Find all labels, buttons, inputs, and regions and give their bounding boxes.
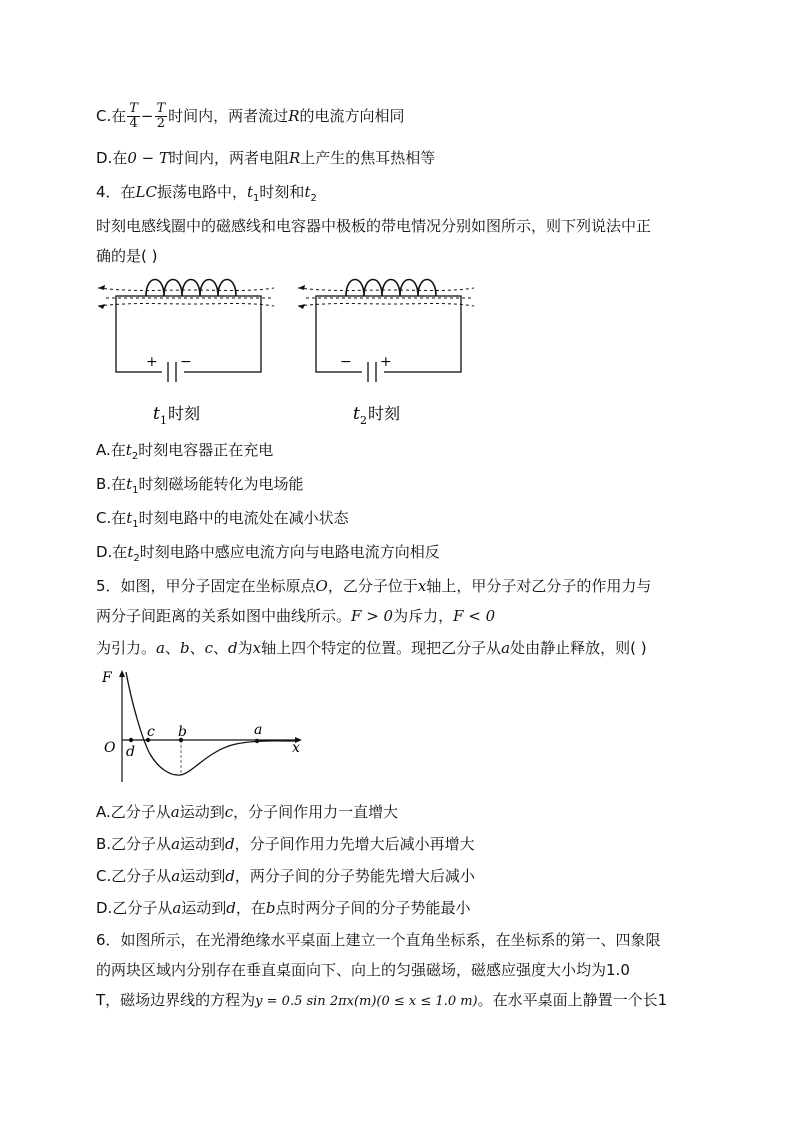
graph-c-label: c — [147, 724, 155, 740]
lc-circuit-figure — [96, 274, 476, 434]
q6-stem-line3: T，磁场边界线的方程为y = 0.5 sin 2πx(m)(0 ≤ x ≤ 1.0 m)。在水平桌面上静置一个长1 — [96, 991, 668, 1009]
q5-stem-line1: 5．如图，甲分子固定在坐标原点O，乙分子位于x轴上，甲分子对乙分子的作用力与 — [96, 577, 652, 595]
prev-option-c: C.在 $\frac{T}{4}$ − $\frac{T}{2}$ 时间内，两者流过R的电流方向相同 — [96, 101, 405, 131]
left-caption-t: t — [153, 404, 160, 424]
arrow-icon — [98, 285, 105, 290]
q5-option-d: D.乙分子从a运动到d，在b点时两分子间的分子势能最小 — [96, 899, 471, 917]
q5-option-b: B.乙分子从a运动到d，分子间作用力先增大后减小再增大 — [96, 835, 475, 853]
q5-option-c: C.乙分子从a运动到d，两分子间的分子势能先增大后减小 — [96, 867, 475, 885]
right-caption-sub: 2 — [360, 414, 367, 427]
fraction-t-over-2: $\frac{T}{2}$ — [156, 101, 166, 131]
arrow-icon — [298, 285, 305, 290]
q4-stem-line1: 4．在LC振荡电路中，$t_1$时刻和$t_2$ — [96, 183, 317, 204]
graph-x-label: x — [292, 740, 300, 756]
q4-option-a: A.在$t_2$时刻电容器正在充电 — [96, 441, 274, 462]
arrow-icon — [298, 304, 305, 309]
right-plus-label: + — [380, 354, 392, 370]
q4-option-b: B.在$t_1$时刻磁场能转化为电场能 — [96, 475, 304, 496]
q5-stem-line3: 为引力。a、b、c、d为x轴上四个特定的位置。现把乙分子从a处由静止释放，则( ) — [96, 639, 647, 657]
arrow-icon — [98, 304, 105, 309]
right-caption-t: t — [353, 404, 360, 424]
left-minus-label: − — [180, 354, 192, 370]
q4-stem-line3: 确的是( ) — [96, 247, 158, 265]
q6-stem-line1: 6．如图所示，在光滑绝缘水平桌面上建立一个直角坐标系，在坐标系的第一、四象限 — [96, 931, 661, 949]
point-a — [255, 739, 259, 743]
graph-f-label: F — [102, 670, 112, 686]
right-caption-text: 时刻 — [368, 404, 401, 423]
graph-b-label: b — [178, 724, 187, 740]
point-d — [129, 738, 133, 742]
left-caption-sub: 1 — [160, 414, 167, 427]
molecular-force-graph — [96, 664, 308, 790]
right-minus-label: − — [340, 354, 352, 370]
arrow-icon — [119, 670, 125, 677]
q4-option-c: C.在$t_1$时刻电路中的电流处在减小状态 — [96, 509, 349, 530]
prev-option-d: D.在0 − T时间内，两者电阻R上产生的焦耳热相等 — [96, 149, 436, 167]
left-plus-label: + — [146, 354, 158, 370]
graph-d-label: d — [126, 744, 135, 760]
fraction-t-over-4: $\frac{T}{4}$ — [129, 101, 138, 131]
q4-stem-line2: 时刻电感线圈中的磁感线和电容器中极板的带电情况分别如图所示，则下列说法中正 — [96, 217, 652, 235]
q5-stem-line2: 两分子间距离的关系如图中曲线所示。F > 0为斥力，F < 0 — [96, 607, 496, 625]
left-caption-text: 时刻 — [168, 404, 201, 423]
q5-option-a: A.乙分子从a运动到c，分子间作用力一直增大 — [96, 803, 399, 821]
q6-stem-line2: 的两块区域内分别存在垂直桌面向下、向上的匀强磁场，磁感应强度大小均为1.0 — [96, 961, 630, 979]
graph-a-label: a — [254, 722, 263, 738]
q4-option-d: D.在$t_2$时刻电路中感应电流方向与电路电流方向相反 — [96, 543, 440, 564]
graph-o-label: O — [104, 740, 116, 756]
